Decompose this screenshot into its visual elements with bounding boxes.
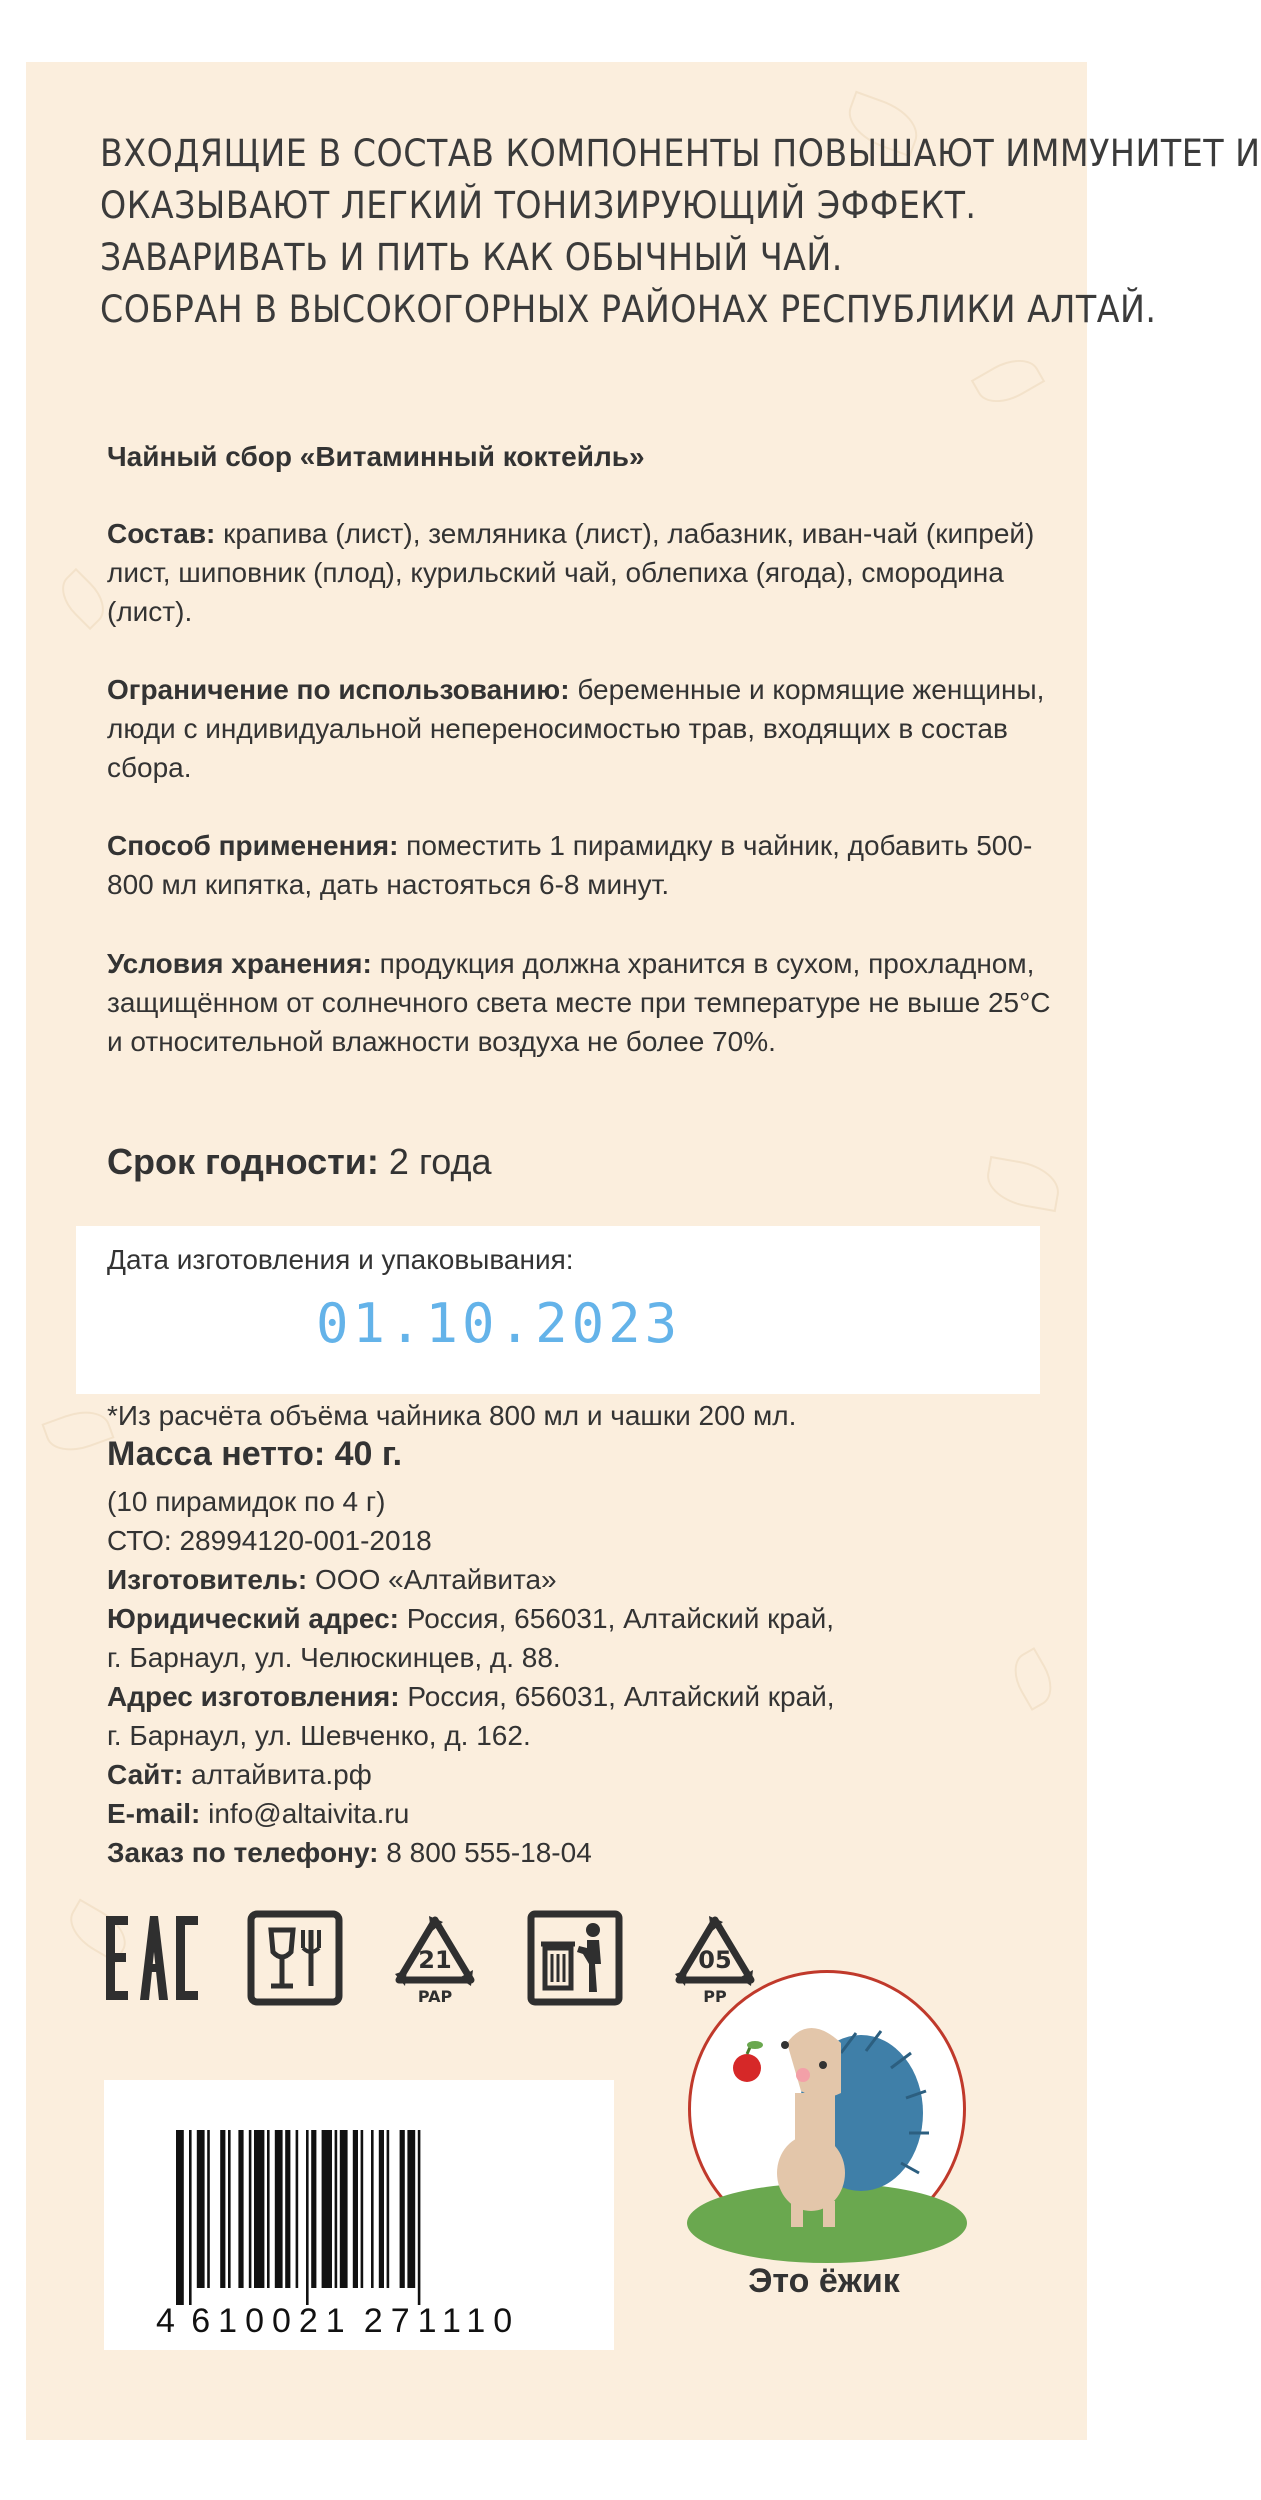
barcode-digit-first: 4 — [156, 2302, 175, 2340]
eac-icon — [100, 1908, 200, 2008]
barcode-bar — [340, 2130, 348, 2288]
method-paragraph — [107, 826, 1067, 904]
barcode-bar — [379, 2130, 384, 2288]
barcode-bar — [407, 2130, 415, 2288]
restriction-text: беременные и кормящие женщины, люди с индивидуальной непереносимостью трав, входящих в состав сбора. — [107, 674, 1045, 783]
storage-text: продукция должна хранится в сухом, прохладном, защищённом от солнечного света месте при температуре не выше 25°С и относительной влажности воздуха не более 70%. — [107, 948, 1051, 1057]
legal-address-label: Юридический адрес: — [107, 1603, 399, 1634]
pap-label: PAP — [417, 1987, 453, 2006]
phone-value: 8 800 555-18-04 — [378, 1837, 592, 1868]
barcode-bar — [353, 2130, 358, 2288]
pp-label: PP — [703, 1987, 727, 2006]
barcode-digits-left: 610021 — [191, 2302, 353, 2340]
barcode-bar — [275, 2130, 283, 2288]
production-date-label: Дата изготовления и упаковывания: — [107, 1244, 574, 1275]
leaf-ornament — [41, 1402, 114, 1460]
barcode-bar — [267, 2130, 270, 2288]
mascot-circle — [688, 1970, 966, 2248]
intro-text — [100, 128, 1261, 336]
intro-line: СОБРАН В ВЫСОКОГОРНЫХ РАЙОНАХ РЕСПУБЛИКИ АЛТАЙ. — [100, 288, 1157, 331]
production-address-line1: Россия, 656031, Алтайский край, — [399, 1681, 835, 1712]
composition-text: крапива (лист), земляника (лист), лабазник, иван-чай (кипрей) лист, шиповник (плод), курильский чай, облепиха (ягода), смородина (лист). — [107, 518, 1035, 627]
email — [107, 1794, 409, 1833]
barcode-bar — [238, 2130, 243, 2288]
legal-address-line1: Россия, 656031, Алтайский край, — [398, 1603, 834, 1634]
barcode-bar — [254, 2130, 264, 2288]
phone — [107, 1833, 592, 1872]
barcode-bar — [335, 2130, 338, 2288]
barcode-bar — [371, 2130, 374, 2288]
barcode — [104, 2080, 614, 2350]
food-safe-icon — [245, 1908, 345, 2008]
intro-line: ОКАЗЫВАЮТ ЛЕГКИЙ ТОНИЗИРУЮЩИЙ ЭФФЕКТ. — [100, 184, 977, 227]
barcode-bar — [249, 2130, 252, 2288]
net-mass: Масса нетто: 40 г. — [107, 1435, 403, 1473]
intro-line: ЗАВАРИВАТЬ И ПИТЬ КАК ОБЫЧНЫЙ ЧАЙ. — [100, 236, 843, 279]
email-value: info@altaivita.ru — [200, 1798, 410, 1829]
shelf-life-value: 2 года — [378, 1141, 492, 1182]
barcode-bar — [189, 2130, 192, 2305]
manufacturer-label: Изготовитель: — [107, 1564, 308, 1595]
barcode-bar — [220, 2130, 225, 2288]
barcode-bar — [311, 2130, 316, 2288]
manufacturer — [107, 1560, 557, 1599]
leaf-ornament — [52, 568, 114, 630]
barcode-bar — [228, 2130, 231, 2288]
barcode-bar — [296, 2130, 299, 2288]
sto-code: СТО: 28994120-001-2018 — [107, 1525, 432, 1556]
manufacturer-value: ООО «Алтайвита» — [307, 1564, 557, 1595]
production-address — [107, 1677, 835, 1716]
production-address-line2: г. Барнаул, ул. Шевченко, д. 162. — [107, 1720, 531, 1751]
method-label: Способ применения: — [107, 830, 399, 861]
shelf-life-label: Срок годности: — [107, 1141, 379, 1182]
website — [107, 1755, 372, 1794]
legal-address-line2: г. Барнаул, ул. Челюскинцев, д. 88. — [107, 1642, 561, 1673]
leaf-ornament — [1005, 1647, 1061, 1711]
composition-paragraph — [107, 514, 1067, 631]
recycle-pap-icon — [385, 1908, 485, 2008]
product-title: Чайный сбор «Витаминный коктейль» — [107, 441, 645, 472]
legal-address — [107, 1599, 834, 1638]
intro-line: ВХОДЯЩИЕ В СОСТАВ КОМПОНЕНТЫ ПОВЫШАЮТ ИММУНИТЕТ И — [100, 132, 1261, 175]
barcode-bar — [387, 2130, 390, 2288]
pyramid-count: (10 пирамидок по 4 г) — [107, 1486, 386, 1517]
shelf-life — [107, 1140, 1067, 1184]
storage-paragraph — [107, 944, 1067, 1061]
phone-label: Заказ по телефону: — [107, 1837, 379, 1868]
pp-code: 05 — [698, 1946, 732, 1974]
barcode-bar — [207, 2130, 210, 2288]
barcode-bar — [197, 2130, 205, 2288]
website-label: Сайт: — [107, 1759, 184, 1790]
mascot-caption: Это ёжик — [748, 2262, 900, 2300]
barcode-digits-right: 271110 — [363, 2302, 521, 2340]
barcode-bar — [361, 2130, 364, 2288]
pap-code: 21 — [418, 1946, 452, 1974]
dispose-in-bin-icon — [525, 1908, 625, 2008]
barcode-graphic — [104, 2080, 614, 2350]
composition-label: Состав: — [107, 518, 216, 549]
barcode-bar — [176, 2130, 184, 2305]
barcode-bar — [306, 2130, 309, 2305]
hedgehog-icon — [691, 1973, 963, 2245]
restriction-label: Ограничение по использованию: — [107, 674, 570, 705]
method-text: поместить 1 пирамидку в чайник, добавить 500-800 мл кипятка, дать настояться 6-8 минут. — [107, 830, 1033, 900]
production-date-box — [76, 1226, 1040, 1394]
website-value: алтайвита.рф — [183, 1759, 372, 1790]
storage-label: Условия хранения: — [107, 948, 372, 979]
production-date-stamp: 01.10.2023 — [316, 1292, 682, 1355]
barcode-bar — [285, 2130, 290, 2288]
barcode-bar — [418, 2130, 421, 2305]
restriction-paragraph — [107, 670, 1067, 787]
email-label: E-mail: — [107, 1798, 201, 1829]
leaf-ornament — [971, 349, 1045, 414]
barcode-bar — [322, 2130, 332, 2288]
production-address-label: Адрес изготовления: — [107, 1681, 400, 1712]
volume-note: *Из расчёта объёма чайника 800 мл и чашки 200 мл. — [107, 1400, 797, 1431]
barcode-bar — [400, 2130, 405, 2288]
